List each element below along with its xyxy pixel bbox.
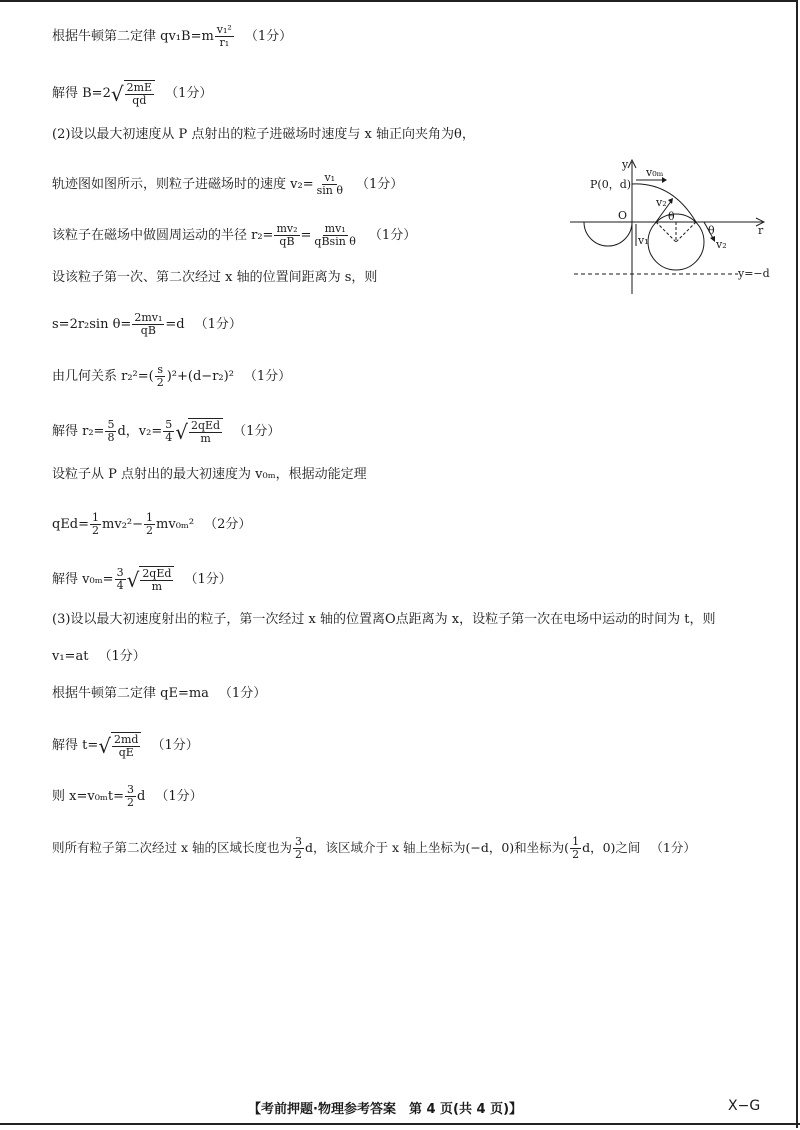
fraction-numerator: 5 bbox=[165, 418, 173, 431]
fraction bbox=[115, 567, 126, 592]
paragraph-text: 设粒子从 P 点射出的最大初速度为 v₀ₘ，根据动能定理 bbox=[52, 467, 367, 482]
trajectory-diagram bbox=[568, 158, 778, 298]
fraction bbox=[163, 419, 174, 444]
fraction bbox=[132, 312, 164, 337]
theta-label-upper: θ bbox=[668, 210, 675, 223]
paragraph-text: 设该粒子第一次、第二次经过 x 轴的位置间距离为 s，则 bbox=[52, 270, 378, 285]
fraction-numerator: 3 bbox=[116, 566, 124, 579]
square-root: √ $\frac{\text{2qEd}}{m}$ bbox=[127, 566, 175, 593]
fraction-denominator: 2 bbox=[92, 524, 100, 537]
answer-line-6 bbox=[52, 270, 377, 286]
paragraph-text: (2)设以最大初速度从 P 点射出的粒子进磁场时速度与 x 轴正向夹角为θ， bbox=[52, 127, 475, 142]
answer-line-9 bbox=[52, 418, 280, 445]
equation-text: 根据牛顿第二定律 qE=ma bbox=[52, 686, 209, 701]
v1-label: v₁ bbox=[638, 234, 649, 247]
fraction-numerator: 3 bbox=[127, 783, 135, 796]
fraction-denominator: qBsin θ bbox=[314, 235, 356, 248]
fraction-denominator: qB bbox=[140, 324, 156, 337]
fraction-numerator: 1 bbox=[572, 835, 580, 848]
answer-line-11 bbox=[52, 512, 251, 537]
v2-label-lower: v₂ bbox=[716, 238, 727, 251]
fraction-denominator: 2 bbox=[146, 524, 154, 537]
origin-label: O bbox=[618, 209, 628, 222]
answer-line-13 bbox=[52, 612, 716, 628]
v2-arrowhead-up bbox=[668, 198, 673, 204]
fraction-denominator: 2 bbox=[156, 376, 164, 389]
fraction-numerator: mv₂ bbox=[276, 222, 298, 235]
fraction-numerator: 5 bbox=[107, 418, 115, 431]
answer-line-4 bbox=[52, 172, 403, 197]
y-axis-label: y bbox=[622, 158, 629, 171]
bottom-rule bbox=[0, 1123, 800, 1125]
fraction-numerator: v₁² bbox=[216, 23, 232, 36]
score-label: （1分） bbox=[98, 649, 146, 664]
answer-line-7 bbox=[52, 312, 242, 337]
equation-text: 该粒子在磁场中做圆周运动的半径 r₂= bbox=[52, 228, 274, 243]
fraction bbox=[155, 364, 166, 389]
score-label: （1分） bbox=[155, 789, 203, 804]
equation-text: d，v₂= bbox=[117, 424, 163, 439]
score-label: （1分） bbox=[355, 177, 404, 192]
answer-line-15 bbox=[52, 686, 266, 702]
y-minus-d-label: y=−d bbox=[738, 267, 770, 280]
answer-line-12 bbox=[52, 566, 232, 593]
fraction-numerator: 1 bbox=[92, 511, 100, 524]
score-label: （1分） bbox=[368, 228, 417, 243]
equation-text: d bbox=[137, 789, 146, 804]
paragraph-text: d，该区域介于 x 轴上坐标为(−d，0)和坐标为( bbox=[305, 840, 570, 855]
equation-text: 解得 r₂= bbox=[52, 424, 105, 439]
score-label: （1分） bbox=[243, 369, 292, 384]
score-label: （1分） bbox=[218, 686, 267, 701]
score-label: （1分） bbox=[194, 317, 242, 332]
equation-text: 解得 v₀ₘ= bbox=[52, 572, 114, 587]
answer-line-14 bbox=[52, 649, 146, 665]
paragraph-text: (3)设以最大初速度射出的粒子，第一次经过 x 轴的位置离O点距离为 x，设粒子第一次在电场中运动的时间为 t，则 bbox=[52, 612, 716, 627]
fraction bbox=[315, 172, 345, 197]
score-label: （1分） bbox=[244, 29, 293, 44]
equation-text: mv₀ₘ² bbox=[156, 517, 195, 532]
answer-line-5 bbox=[52, 223, 416, 248]
point-p-label: P(0，d) bbox=[590, 178, 632, 191]
answer-line-2 bbox=[52, 80, 212, 107]
score-label: （1分） bbox=[650, 840, 696, 855]
answer-line-1 bbox=[52, 24, 292, 49]
score-label: （1分） bbox=[233, 424, 281, 439]
equation-text: 轨迹图如图所示，则粒子进磁场时的速度 v₂= bbox=[52, 177, 314, 192]
fraction bbox=[293, 836, 304, 861]
score-label: （1分） bbox=[151, 738, 199, 753]
equation-text: 解得 B=2 bbox=[52, 86, 111, 101]
fraction-numerator: v₁ bbox=[324, 171, 336, 184]
fraction-numerator: s bbox=[157, 363, 164, 376]
x-axis-label: r bbox=[758, 224, 764, 237]
fraction bbox=[105, 419, 116, 444]
equation-text: 由几何关系 r₂²=( bbox=[52, 369, 154, 384]
fraction-denominator: m bbox=[200, 432, 211, 445]
fraction bbox=[274, 223, 299, 248]
equation-text: 则 x=v₀ₘt= bbox=[52, 789, 125, 804]
equals-sign: = bbox=[300, 228, 312, 243]
answer-line-3 bbox=[52, 127, 475, 143]
fraction-denominator: 2 bbox=[295, 848, 302, 861]
fraction-denominator: 4 bbox=[165, 431, 173, 444]
answer-line-10 bbox=[52, 467, 367, 483]
v0m-label: v₀ₘ bbox=[646, 166, 664, 179]
fraction-numerator: 2md bbox=[114, 733, 139, 746]
fraction-numerator: 2mE bbox=[126, 81, 153, 94]
square-root: √ $\frac{2mE}{qd}$ bbox=[111, 80, 155, 107]
answer-line-16 bbox=[52, 732, 199, 759]
page-code: X−G bbox=[728, 1098, 761, 1114]
page-footer: 【考前押题·物理参考答案 第 4 页(共 4 页)】 bbox=[248, 1102, 523, 1117]
paragraph-text: d，0)之间 bbox=[582, 840, 641, 855]
fraction-denominator: 8 bbox=[107, 431, 115, 444]
equation-text: s=2r₂sin θ= bbox=[52, 317, 132, 332]
square-root: √ $\frac{\text{2qEd}}{m}$ bbox=[175, 418, 223, 445]
score-label: （1分） bbox=[165, 86, 213, 101]
fraction bbox=[570, 836, 581, 861]
fraction bbox=[215, 24, 234, 49]
answer-line-18 bbox=[52, 836, 696, 861]
answer-line-17 bbox=[52, 784, 203, 809]
v2-label-upper: v₂ bbox=[656, 196, 667, 209]
equation-text: v₁=at bbox=[52, 649, 89, 664]
fraction-numerator: 2qEd bbox=[142, 567, 172, 580]
fraction-numerator: 3 bbox=[295, 835, 302, 848]
fraction-denominator: 4 bbox=[116, 579, 124, 592]
equation-text: 解得 t= bbox=[52, 738, 99, 753]
fraction bbox=[312, 223, 358, 248]
equation-text: mv₂²− bbox=[102, 517, 144, 532]
score-label: （1分） bbox=[184, 572, 232, 587]
fraction-denominator: m bbox=[151, 580, 163, 593]
equation-text: )²+(d−r₂)² bbox=[166, 369, 234, 384]
paragraph-text: 则所有粒子第二次经过 x 轴的区域长度也为 bbox=[52, 840, 292, 855]
fraction bbox=[90, 512, 101, 537]
left-arc-trajectory bbox=[584, 222, 632, 246]
square-root: √ $\frac{2md}{qE}$ bbox=[98, 732, 141, 759]
fraction bbox=[125, 784, 136, 809]
equation-text: =d bbox=[165, 317, 185, 332]
fraction-numerator: 2mv₁ bbox=[134, 311, 163, 324]
score-label: （2分） bbox=[204, 517, 252, 532]
equation-text: 根据牛顿第二定律 qv₁B=m bbox=[52, 29, 214, 44]
fraction-numerator: 1 bbox=[146, 511, 154, 524]
fraction-denominator: 2 bbox=[127, 796, 135, 809]
fraction-numerator: mv₁ bbox=[324, 222, 346, 235]
fraction-denominator: qB bbox=[279, 235, 295, 248]
radius-line-left bbox=[656, 222, 676, 242]
radius-line-right bbox=[676, 222, 696, 242]
fraction-denominator: sin θ bbox=[316, 184, 343, 197]
fraction-denominator: qE bbox=[118, 746, 134, 759]
equation-text: qEd= bbox=[52, 517, 90, 532]
answer-line-8 bbox=[52, 364, 291, 389]
fraction-denominator: 2 bbox=[572, 848, 580, 861]
fraction bbox=[144, 512, 155, 537]
fraction-numerator: 2qEd bbox=[190, 419, 221, 432]
fraction-denominator: r₁ bbox=[219, 36, 230, 49]
fraction-denominator: qd bbox=[132, 94, 147, 107]
theta-label-lower: θ bbox=[708, 224, 715, 237]
